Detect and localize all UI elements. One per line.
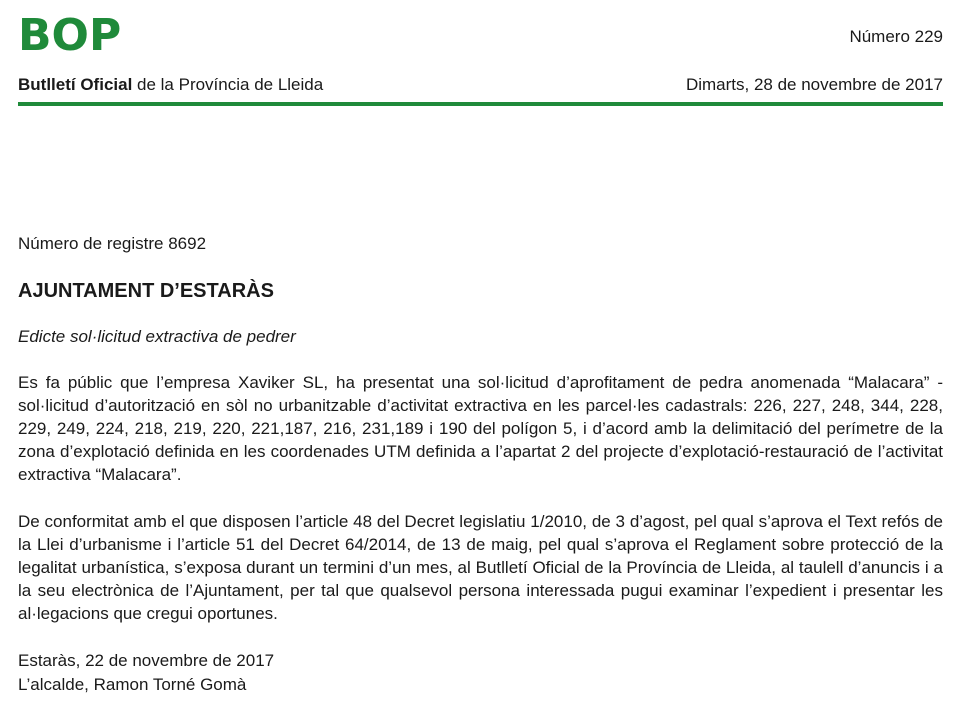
issue-number: Número 229	[849, 27, 943, 46]
header-divider	[18, 102, 943, 106]
body-paragraph: Es fa públic que l’empresa Xaviker SL, ha presentat una sol·licitud d’aprofitament de pedra anomenada “Malacara” - sol·licitud d’autorització en sòl no urbanitzable d’activitat extractiva en les parcel·les cadastrals: 226, 227, 248, 344, 228, 229, 249, 224, 218, 219, 220, 221,187, 216, 231,189 i 190 del polígon 5, i d’acord amb la delimitació del perímetre de la zona d’explotació definida en les coordenades UTM definida a l’apartat 2 del projecte d’explotació-restauració de l’activitat extractiva “Malacara”.	[18, 373, 943, 484]
notice-subject: Edicte sol·licitud extractiva de pedrer	[18, 327, 296, 346]
masthead-title-bold: Butlletí Oficial	[18, 75, 133, 94]
body-paragraph: De conformitat amb el que disposen l’article 48 del Decret legislatiu 1/2010, de 3 d’agost, pel qual s’aprova el Text refós de la Llei d’urbanisme i l’article 51 del Decret 64/2014, de 13 de maig, pel qual s’aprova el Reglament sobre protecció de la legalitat urbanística, s’exposa durant un termini d’un mes, al Butlletí Oficial de la Província de Lleida, al taulell d’anuncis i a la seu electrònica de l’Ajuntament, per tal que qualsevol persona interessada pugui examinar l’expedient i presentar les al·legacions que cregui oportunes.	[18, 512, 943, 623]
masthead-title	[18, 75, 323, 95]
place-date: Estaràs, 22 de novembre de 2017	[18, 651, 275, 670]
masthead-title-rest: de la Província de Lleida	[132, 75, 324, 94]
entity-heading: AJUNTAMENT D’ESTARÀS	[18, 280, 274, 302]
document-page	[18, 0, 943, 723]
bop-logo: BOP	[18, 10, 122, 61]
signatory: L’alcalde, Ramon Torné Gomà	[18, 675, 247, 694]
registry-number: Número de registre 8692	[18, 234, 207, 253]
masthead-date: Dimarts, 28 de novembre de 2017	[685, 75, 943, 94]
